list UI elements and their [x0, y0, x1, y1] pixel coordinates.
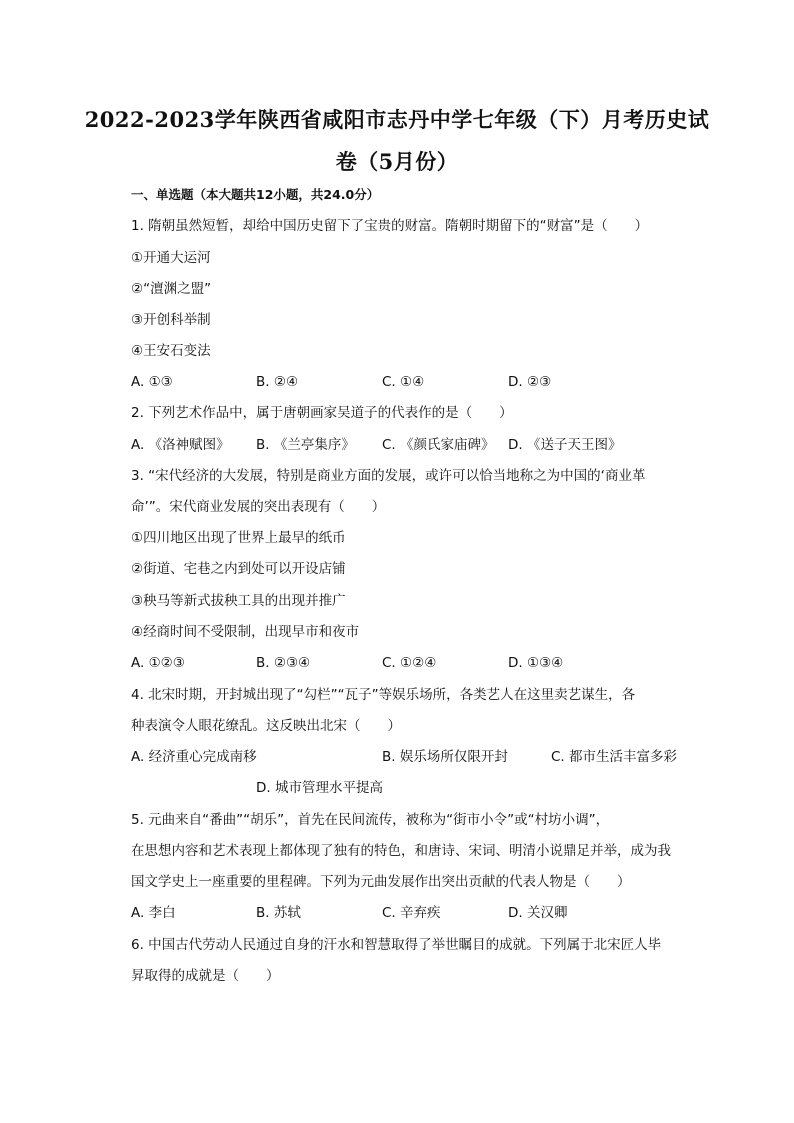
question-3-stem: 命’”。宋代商业发展的突出表现有（ ）: [131, 499, 386, 515]
question-2-option-b: B. 《兰亭集序》: [256, 437, 355, 453]
question-3-stem: 3. “宋代经济的大发展，特别是商业方面的发展，或许可以恰当地称之为中国的‘商业革: [131, 468, 646, 484]
question-2-option-d: D. 《送子天王图》: [508, 437, 622, 453]
question-1-item: ②“澶渊之盟”: [131, 281, 212, 297]
question-1-stem: 1. 隋朝虽然短暂，却给中国历史留下了宝贵的财富。隋朝时期留下的“财富”是（ ）: [131, 218, 649, 234]
exam-title-line1: 2022-2023学年陕西省咸阳市志丹中学七年级（下）月考历史试: [84, 107, 710, 132]
question-4-stem: 种表演令人眼花缭乱。这反映出北宋（ ）: [131, 718, 401, 734]
question-5-stem: 在思想内容和艺术表现上都体现了独有的特色，和唐诗、宋词、明清小说鼎足并举，成为我: [131, 843, 671, 859]
question-5-option-a: A. 李白: [131, 905, 176, 921]
question-3-item: ①四川地区出现了世界上最早的纸币: [131, 530, 346, 546]
question-3-option-a: A. ①②③: [131, 655, 185, 671]
question-3-item: ③秧马等新式拔秧工具的出现并推广: [131, 593, 346, 609]
question-3-item: ②街道、宅巷之内到处可以开设店铺: [131, 561, 346, 577]
question-6-stem: 昇取得的成就是（ ）: [131, 968, 280, 984]
question-1-option-d: D. ②③: [508, 374, 552, 390]
question-2-stem: 2. 下列艺术作品中，属于唐朝画家吴道子的代表作的是（ ）: [131, 405, 513, 421]
question-2-option-c: C. 《颜氏家庙碑》: [382, 437, 495, 453]
question-5-option-c: C. 辛弃疾: [382, 905, 441, 921]
question-4-option-b: B. 娱乐场所仅限开封: [382, 749, 508, 765]
question-1-item: ③开创科举制: [131, 312, 211, 328]
question-1-item: ④王安石变法: [131, 343, 211, 359]
question-4-option-a: A. 经济重心完成南移: [131, 749, 257, 765]
question-3-item: ④经商时间不受限制，出现早市和夜市: [131, 624, 360, 640]
section-heading: 一、单选题（本大题共12小题，共24.0分）: [131, 187, 380, 202]
question-4-stem: 4. 北宋时期，开封城出现了“勾栏”“瓦子”等娱乐场所，各类艺人在这里卖艺谋生，各: [131, 687, 636, 703]
question-3-option-b: B. ②③④: [256, 655, 311, 671]
question-3-option-d: D. ①③④: [508, 655, 564, 671]
question-5-stem: 国文学史上一座重要的里程碑。下列为元曲发展作出突出贡献的代表人物是（ ）: [131, 874, 631, 890]
exam-title-line2: 卷（5月份）: [335, 149, 459, 174]
question-1-item: ①开通大运河: [131, 250, 211, 266]
question-3-option-c: C. ①②④: [382, 655, 437, 671]
question-1-option-c: C. ①④: [382, 374, 425, 390]
question-5-option-d: D. 关汉卿: [508, 905, 568, 921]
question-1-option-a: A. ①③: [131, 374, 173, 390]
question-1-option-b: B. ②④: [256, 374, 299, 390]
question-2-option-a: A. 《洛神赋图》: [131, 437, 230, 453]
question-4-option-d: D. 城市管理水平提高: [256, 780, 383, 796]
question-6-stem: 6. 中国古代劳动人民通过自身的汗水和智慧取得了举世瞩目的成就。下列属于北宋匠人毕: [131, 937, 662, 953]
question-5-stem: 5. 元曲来自“番曲”“胡乐”，首先在民间流传，被称为“街市小令”或“村坊小调”，: [131, 812, 610, 828]
question-4-option-c: C. 都市生活丰富多彩: [551, 749, 678, 765]
question-5-option-b: B. 苏轼: [256, 905, 301, 921]
